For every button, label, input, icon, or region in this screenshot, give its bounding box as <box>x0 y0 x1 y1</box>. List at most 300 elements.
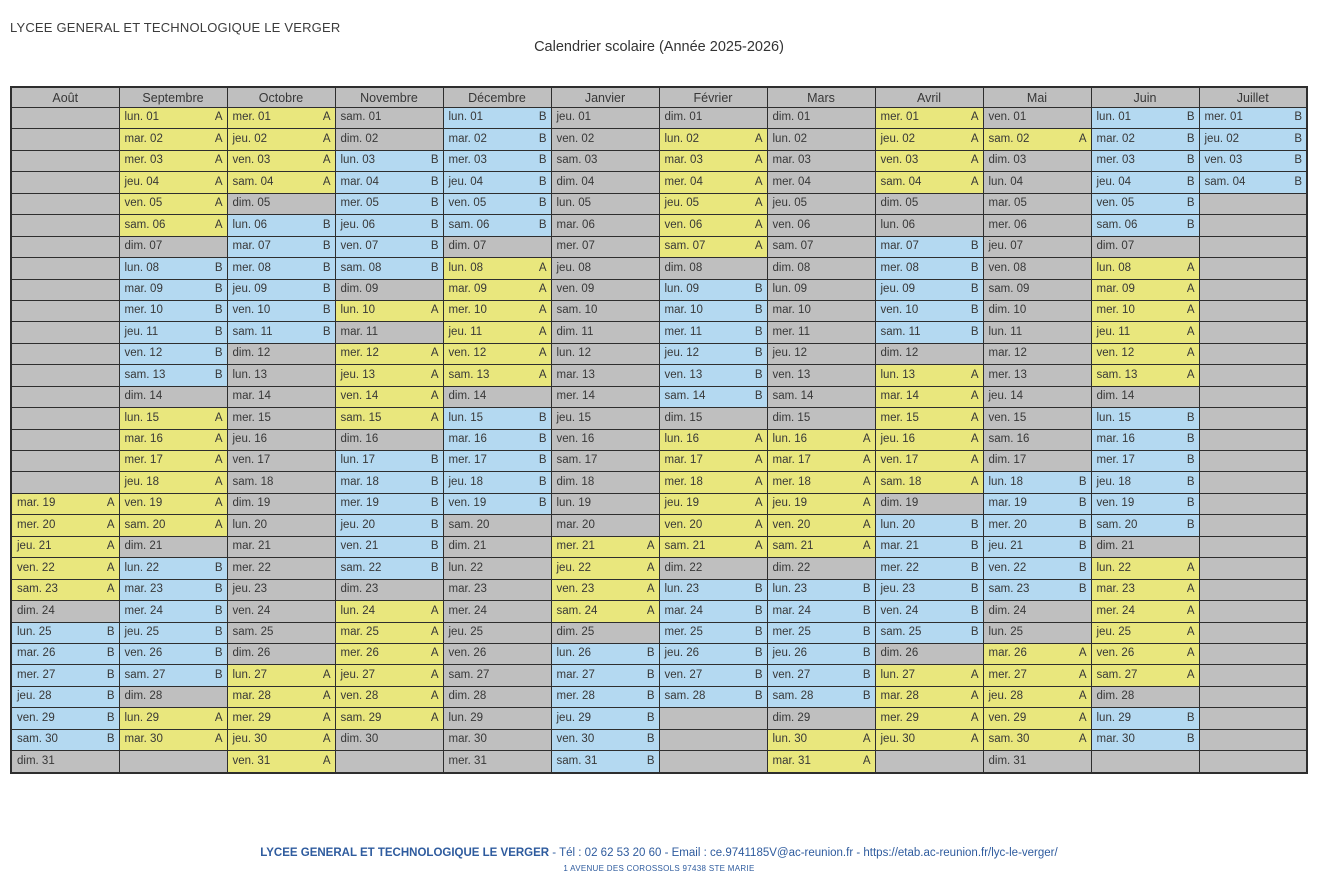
footer-url-link[interactable]: https://etab.ac-reunion.fr/lyc-le-verger/ <box>863 847 1058 859</box>
day-label: lun. 20 <box>232 518 268 531</box>
day-cell <box>443 515 551 536</box>
day-label: mer. 01 <box>232 111 271 124</box>
day-cell <box>767 451 875 472</box>
day-cell <box>227 279 335 300</box>
day-label: dim. 28 <box>1096 690 1135 703</box>
day-cell <box>335 729 443 750</box>
day-label: dim. 10 <box>988 304 1027 317</box>
empty-cell <box>11 408 119 429</box>
empty-cell <box>659 751 767 773</box>
day-label: lun. 01 <box>124 111 160 124</box>
day-cell <box>875 429 983 450</box>
day-cell <box>875 279 983 300</box>
empty-cell <box>1199 579 1307 600</box>
week-letter: A <box>322 690 331 703</box>
day-label: ven. 03 <box>232 154 271 167</box>
day-cell <box>443 408 551 429</box>
day-cell <box>1091 129 1199 150</box>
day-cell <box>119 258 227 279</box>
day-cell <box>551 343 659 364</box>
day-label: lun. 04 <box>988 175 1024 188</box>
day-label: ven. 27 <box>664 668 703 681</box>
week-letter: A <box>1186 668 1195 681</box>
day-cell <box>875 472 983 493</box>
week-letter: A <box>538 368 547 381</box>
day-cell <box>443 215 551 236</box>
day-cell <box>119 451 227 472</box>
day-label: jeu. 18 <box>124 475 160 488</box>
week-letter: B <box>106 733 115 746</box>
week-letter: B <box>1186 433 1195 446</box>
day-cell <box>227 601 335 622</box>
day-cell <box>983 408 1091 429</box>
day-label: lun. 08 <box>124 261 160 274</box>
day-label: sam. 22 <box>340 561 382 574</box>
day-label: dim. 18 <box>556 475 595 488</box>
day-label: jeu. 16 <box>232 433 268 446</box>
day-cell <box>119 343 227 364</box>
week-letter: B <box>1186 154 1195 167</box>
week-letter: B <box>106 647 115 660</box>
day-label: mar. 28 <box>880 690 919 703</box>
week-letter: B <box>754 282 763 295</box>
day-cell <box>875 300 983 321</box>
day-cell <box>767 150 875 171</box>
day-cell <box>659 172 767 193</box>
calendar-row <box>11 536 1307 557</box>
day-label: mer. 28 <box>556 690 595 703</box>
day-label: lun. 25 <box>17 625 52 638</box>
day-cell <box>443 622 551 643</box>
day-cell <box>659 472 767 493</box>
week-letter: B <box>1078 583 1087 596</box>
empty-cell <box>11 472 119 493</box>
day-label: jeu. 16 <box>880 433 916 446</box>
day-label: mer. 20 <box>988 518 1027 531</box>
month-header: Juin <box>1091 87 1199 108</box>
day-label: ven. 02 <box>556 132 595 145</box>
day-label: sam. 27 <box>448 668 490 681</box>
day-label: sam. 25 <box>880 625 922 638</box>
day-label: jeu. 02 <box>1204 132 1240 145</box>
day-cell <box>443 751 551 773</box>
week-letter: A <box>970 690 979 703</box>
week-letter: B <box>214 583 223 596</box>
day-label: ven. 06 <box>772 218 811 231</box>
day-label: mar. 02 <box>448 132 487 145</box>
week-letter: B <box>1294 175 1302 188</box>
week-letter: B <box>646 711 655 724</box>
day-label: lun. 09 <box>772 282 808 295</box>
week-letter: B <box>970 625 979 638</box>
calendar-row <box>11 451 1307 472</box>
day-cell <box>227 322 335 343</box>
day-cell <box>227 729 335 750</box>
day-cell <box>875 536 983 557</box>
day-cell <box>983 279 1091 300</box>
day-cell <box>659 343 767 364</box>
week-letter: A <box>1186 282 1195 295</box>
day-cell <box>11 536 119 557</box>
empty-cell <box>1199 451 1307 472</box>
day-label: dim. 17 <box>988 454 1027 467</box>
day-label: dim. 30 <box>340 733 379 746</box>
day-cell <box>227 193 335 214</box>
day-label: jeu. 15 <box>556 411 592 424</box>
day-label: mer. 01 <box>1204 111 1243 124</box>
day-label: ven. 10 <box>880 304 919 317</box>
day-cell <box>767 343 875 364</box>
day-cell <box>119 386 227 407</box>
day-cell <box>875 365 983 386</box>
empty-cell <box>11 258 119 279</box>
day-label: mer. 11 <box>772 325 810 338</box>
day-cell <box>335 258 443 279</box>
day-cell <box>227 343 335 364</box>
day-label: ven. 21 <box>340 540 379 553</box>
day-label: jeu. 23 <box>880 583 916 596</box>
day-label: dim. 05 <box>880 197 919 210</box>
week-letter: A <box>1186 304 1195 317</box>
day-label: jeu. 18 <box>1096 475 1132 488</box>
day-label: jeu. 25 <box>124 625 160 638</box>
day-label: jeu. 05 <box>664 197 700 210</box>
day-cell <box>335 300 443 321</box>
day-label: mar. 16 <box>448 433 487 446</box>
day-label: mar. 06 <box>556 218 595 231</box>
day-cell <box>659 558 767 579</box>
day-cell <box>551 579 659 600</box>
day-label: mer. 11 <box>664 325 702 338</box>
day-label: lun. 27 <box>232 668 268 681</box>
week-letter: B <box>862 647 871 660</box>
week-letter: A <box>1078 711 1087 724</box>
day-label: jeu. 08 <box>556 261 592 274</box>
day-cell <box>227 536 335 557</box>
calendar-row <box>11 429 1307 450</box>
day-cell <box>1091 643 1199 664</box>
week-letter: B <box>754 625 763 638</box>
day-cell <box>335 279 443 300</box>
day-cell <box>227 665 335 686</box>
week-letter: B <box>106 625 115 638</box>
calendar-row <box>11 300 1307 321</box>
day-cell <box>1091 686 1199 707</box>
week-letter: A <box>538 325 547 338</box>
footer-contact-line <box>0 847 1318 859</box>
week-letter: A <box>538 282 547 295</box>
week-letter: B <box>646 733 655 746</box>
month-header: Août <box>11 87 119 108</box>
week-letter: B <box>1186 411 1195 424</box>
day-cell <box>227 493 335 514</box>
week-letter: A <box>106 540 115 553</box>
day-label: ven. 20 <box>772 518 811 531</box>
day-cell <box>659 579 767 600</box>
week-letter: A <box>754 132 763 145</box>
day-cell <box>983 536 1091 557</box>
calendar-row <box>11 601 1307 622</box>
day-label: dim. 08 <box>772 261 811 274</box>
week-letter: A <box>322 733 331 746</box>
day-label: sam. 13 <box>1096 368 1138 381</box>
day-label: lun. 02 <box>664 132 700 145</box>
week-letter: A <box>1186 647 1195 660</box>
day-cell <box>443 536 551 557</box>
week-letter: A <box>430 668 439 681</box>
day-cell <box>983 258 1091 279</box>
empty-cell <box>11 300 119 321</box>
day-cell <box>1091 236 1199 257</box>
day-cell <box>875 150 983 171</box>
day-cell <box>983 322 1091 343</box>
week-letter: B <box>1078 497 1087 510</box>
week-letter: B <box>1294 132 1302 145</box>
day-cell <box>551 365 659 386</box>
week-letter: A <box>970 411 979 424</box>
day-cell <box>119 686 227 707</box>
footer-email-link[interactable]: ce.9741185V@ac-reunion.fr <box>709 847 854 859</box>
week-letter: A <box>322 175 331 188</box>
week-letter: B <box>862 625 871 638</box>
day-cell <box>659 193 767 214</box>
day-label: mer. 18 <box>664 475 703 488</box>
week-letter: A <box>214 154 223 167</box>
week-letter: B <box>1186 711 1195 724</box>
week-letter: B <box>214 304 223 317</box>
day-cell <box>551 622 659 643</box>
day-label: mer. 17 <box>1096 454 1135 467</box>
day-label: lun. 15 <box>448 411 484 424</box>
day-cell <box>227 515 335 536</box>
day-label: jeu. 02 <box>232 132 268 145</box>
day-label: jeu. 23 <box>232 583 268 596</box>
day-cell <box>767 493 875 514</box>
day-label: mar. 23 <box>1096 583 1135 596</box>
day-cell <box>227 751 335 773</box>
day-label: sam. 04 <box>1204 175 1246 188</box>
day-cell <box>659 108 767 129</box>
week-letter: B <box>754 583 763 596</box>
day-cell <box>11 601 119 622</box>
day-cell <box>227 150 335 171</box>
week-letter: A <box>1186 261 1195 274</box>
day-cell <box>659 643 767 664</box>
week-letter: A <box>646 604 655 617</box>
day-label: mer. 22 <box>880 561 919 574</box>
day-cell <box>1091 558 1199 579</box>
day-label: sam. 30 <box>17 733 58 746</box>
week-letter: A <box>214 132 223 145</box>
week-letter: A <box>646 561 655 574</box>
empty-cell <box>1199 258 1307 279</box>
day-label: ven. 29 <box>17 711 55 724</box>
day-cell <box>119 472 227 493</box>
day-label: dim. 19 <box>880 497 919 510</box>
day-label: ven. 17 <box>232 454 271 467</box>
day-label: mer. 05 <box>340 197 379 210</box>
day-label: mer. 17 <box>448 454 487 467</box>
day-label: jeu. 06 <box>340 218 376 231</box>
empty-cell <box>119 751 227 773</box>
footer-tel-email-label: - Tél : 02 62 53 20 60 - Email : <box>549 847 710 859</box>
day-label: mer. 12 <box>340 347 379 360</box>
week-letter: A <box>430 411 439 424</box>
day-label: mer. 13 <box>988 368 1027 381</box>
day-cell <box>875 579 983 600</box>
empty-cell <box>11 322 119 343</box>
day-cell <box>983 515 1091 536</box>
day-label: mer. 01 <box>880 111 919 124</box>
day-label: mar. 10 <box>664 304 703 317</box>
day-cell <box>227 579 335 600</box>
day-cell <box>443 322 551 343</box>
month-header: Mars <box>767 87 875 108</box>
day-cell <box>119 365 227 386</box>
empty-cell <box>1199 665 1307 686</box>
week-letter: A <box>214 197 223 210</box>
day-cell <box>335 536 443 557</box>
day-label: mer. 22 <box>232 561 271 574</box>
day-label: dim. 01 <box>664 111 703 124</box>
day-label: mer. 24 <box>124 604 163 617</box>
week-letter: A <box>862 540 871 553</box>
day-cell <box>1091 150 1199 171</box>
calendar-row <box>11 472 1307 493</box>
day-cell <box>119 579 227 600</box>
day-cell <box>659 279 767 300</box>
day-cell <box>1091 215 1199 236</box>
day-cell <box>1199 108 1307 129</box>
day-label: ven. 06 <box>664 218 703 231</box>
day-cell <box>983 493 1091 514</box>
day-label: mar. 23 <box>448 583 487 596</box>
day-cell <box>983 236 1091 257</box>
day-cell <box>119 322 227 343</box>
day-label: sam. 06 <box>448 218 490 231</box>
week-letter: A <box>214 518 223 531</box>
day-label: mer. 24 <box>448 604 487 617</box>
week-letter: A <box>1186 604 1195 617</box>
day-label: lun. 11 <box>988 325 1023 338</box>
week-letter: B <box>970 325 979 338</box>
day-label: ven. 22 <box>988 561 1027 574</box>
day-cell <box>443 665 551 686</box>
day-cell <box>119 601 227 622</box>
week-letter: B <box>538 218 547 231</box>
empty-cell <box>11 279 119 300</box>
day-label: ven. 10 <box>232 304 271 317</box>
week-letter: B <box>430 475 439 488</box>
day-cell <box>119 536 227 557</box>
day-label: mar. 26 <box>17 647 56 660</box>
week-letter: B <box>754 368 763 381</box>
day-label: mer. 27 <box>988 668 1027 681</box>
day-cell <box>443 429 551 450</box>
day-label: mar. 21 <box>232 540 271 553</box>
day-label: mar. 16 <box>124 433 163 446</box>
day-label: sam. 11 <box>232 325 273 338</box>
day-label: lun. 18 <box>988 475 1024 488</box>
day-label: mar. 30 <box>448 733 487 746</box>
day-cell <box>767 215 875 236</box>
day-cell <box>659 622 767 643</box>
week-letter: B <box>214 668 223 681</box>
day-cell <box>227 258 335 279</box>
calendar-table <box>10 86 1308 774</box>
day-cell <box>119 515 227 536</box>
day-cell <box>1091 386 1199 407</box>
empty-cell <box>1199 408 1307 429</box>
day-label: jeu. 28 <box>988 690 1024 703</box>
day-cell <box>227 300 335 321</box>
empty-cell <box>1199 343 1307 364</box>
calendar-row <box>11 579 1307 600</box>
calendar-row <box>11 622 1307 643</box>
week-letter: A <box>214 711 223 724</box>
day-cell <box>767 365 875 386</box>
day-cell <box>11 729 119 750</box>
calendar-row <box>11 558 1307 579</box>
empty-cell <box>11 129 119 150</box>
empty-cell <box>1199 622 1307 643</box>
day-cell <box>551 558 659 579</box>
day-label: mar. 12 <box>988 347 1027 360</box>
week-letter: B <box>1078 540 1087 553</box>
day-cell <box>659 258 767 279</box>
day-cell <box>551 172 659 193</box>
day-label: lun. 23 <box>772 583 808 596</box>
day-label: mer. 10 <box>124 304 163 317</box>
day-label: ven. 12 <box>448 347 487 360</box>
day-cell <box>983 622 1091 643</box>
day-label: mar. 02 <box>124 132 163 145</box>
week-letter: B <box>214 604 223 617</box>
day-label: dim. 02 <box>340 132 379 145</box>
week-letter: A <box>862 497 871 510</box>
day-cell <box>659 215 767 236</box>
day-cell <box>443 343 551 364</box>
week-letter: B <box>538 111 547 124</box>
week-letter: B <box>754 690 763 703</box>
week-letter: B <box>754 604 763 617</box>
day-label: mer. 18 <box>772 475 811 488</box>
day-label: jeu. 14 <box>988 390 1024 403</box>
day-cell <box>551 279 659 300</box>
week-letter: A <box>970 111 979 124</box>
day-cell <box>551 322 659 343</box>
day-cell <box>335 451 443 472</box>
day-cell <box>11 579 119 600</box>
week-letter: A <box>1078 132 1087 145</box>
day-label: ven. 13 <box>664 368 703 381</box>
day-cell <box>659 429 767 450</box>
day-cell <box>767 643 875 664</box>
day-cell <box>983 472 1091 493</box>
day-cell <box>983 129 1091 150</box>
day-cell <box>335 172 443 193</box>
week-letter: A <box>970 433 979 446</box>
week-letter: A <box>970 154 979 167</box>
month-header: Décembre <box>443 87 551 108</box>
empty-cell <box>11 193 119 214</box>
week-letter: B <box>430 497 439 510</box>
day-label: mar. 07 <box>880 240 919 253</box>
empty-cell <box>11 386 119 407</box>
day-label: mar. 09 <box>448 282 487 295</box>
day-label: jeu. 19 <box>664 497 700 510</box>
day-cell <box>659 386 767 407</box>
